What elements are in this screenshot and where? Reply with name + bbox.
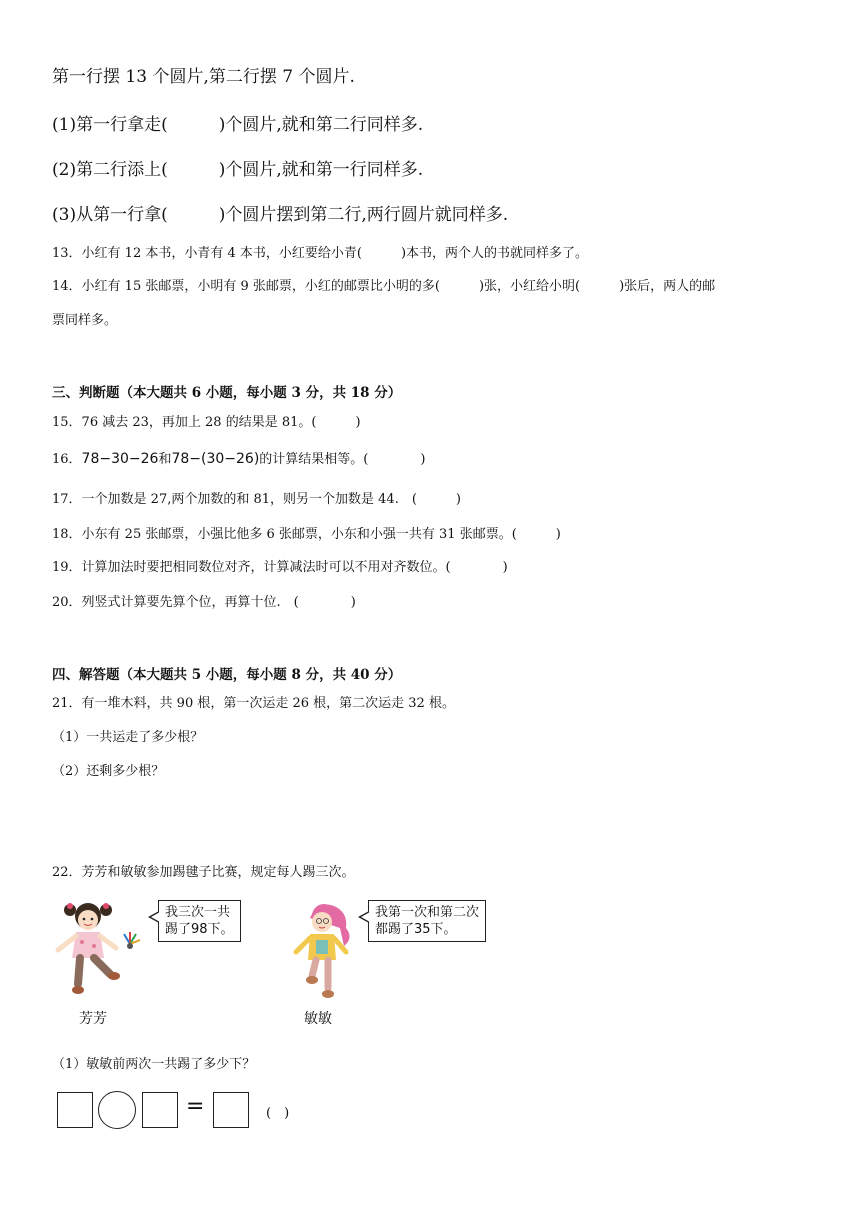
question-20: 20．列竖式计算要先算个位，再算十位. ( ) <box>52 595 356 610</box>
section-3-title: 三、判断题（本大题共 6 小题，每小题 3 分，共 18 分） <box>52 385 402 401</box>
question-1: (1)第一行拿走( )个圆片,就和第二行同样多. <box>52 115 424 135</box>
question-21: 21．有一堆木料，共 90 根，第一次运走 26 根，第二次运走 32 根。 <box>52 696 455 711</box>
question-21-part-1: （1）一共运走了多少根？ <box>52 730 204 745</box>
bubble-fangfang-line-1: 我三次一共 <box>165 905 231 920</box>
girl-fangfang-illustration <box>48 898 158 1006</box>
question-14-line1: 14．小红有 15 张邮票，小明有 9 张邮票，小红的邮票比小明的多( )张，小红给小明( )张后，两人的邮 <box>52 279 716 294</box>
section-4-title: 四、解答题（本大题共 5 小题，每小题 8 分，共 40 分） <box>52 667 402 683</box>
question-2: (2)第二行添上( )个圆片,就和第一行同样多. <box>52 160 424 180</box>
question-21-part-2: （2）还剩多少根？ <box>52 764 165 779</box>
question-22: 22．芳芳和敏敏参加踢毽子比赛，规定每人踢三次。 <box>52 865 355 880</box>
question-16-number: 16． <box>52 452 82 467</box>
question-22-part-1: （1）敏敏前两次一共踢了多少下？ <box>52 1057 256 1072</box>
question-16-tail: 的计算结果相等。( ) <box>259 452 426 467</box>
speech-bubble-fangfang <box>158 900 241 942</box>
expression-2: 78−(30−26) <box>171 451 260 467</box>
answer-box-result[interactable] <box>213 1092 249 1128</box>
bubble-minmin-line-2: 都踢了35下。 <box>375 922 457 937</box>
bubble-minmin-line-1: 我第一次和第二次 <box>375 905 480 920</box>
expression-1: 78−30−26 <box>81 451 159 467</box>
question-15: 15．76 减去 23，再加上 28 的结果是 81。( ) <box>52 415 361 430</box>
girl-minmin-illustration <box>288 898 366 1006</box>
bubble-fangfang-line-2: 踢了98下。 <box>165 922 234 937</box>
question-3: (3)从第一行拿( )个圆片摆到第二行,两行圆片就同样多. <box>52 205 509 225</box>
name-fangfang: 芳芳 <box>79 1011 107 1027</box>
equals-sign: = <box>186 1094 205 1119</box>
question-17: 17．一个加数是 27,两个加数的和 81，则另一个加数是 44. ( ) <box>52 492 461 507</box>
question-13: 13．小红有 12 本书，小青有 4 本书，小红要给小青( )本书，两个人的书就同样多了。 <box>52 246 589 261</box>
question-19: 19．计算加法时要把相同数位对齐，计算减法时可以不用对齐数位。( ) <box>52 560 508 575</box>
speech-bubble-minmin <box>368 900 486 942</box>
answer-box-1[interactable] <box>57 1092 93 1128</box>
problem-intro: 第一行摆 13 个圆片,第二行摆 7 个圆片. <box>52 67 355 87</box>
operator-circle[interactable] <box>98 1091 136 1129</box>
name-minmin: 敏敏 <box>304 1011 332 1027</box>
answer-unit-paren[interactable]: ( ) <box>266 1106 290 1121</box>
question-14-line2: 票同样多。 <box>52 313 118 328</box>
answer-box-2[interactable] <box>142 1092 178 1128</box>
question-18: 18．小东有 25 张邮票，小强比他多 6 张邮票，小东和小强一共有 31 张邮票。( ) <box>52 527 561 542</box>
question-16 <box>52 448 425 467</box>
question-16-and: 和 <box>158 452 172 467</box>
